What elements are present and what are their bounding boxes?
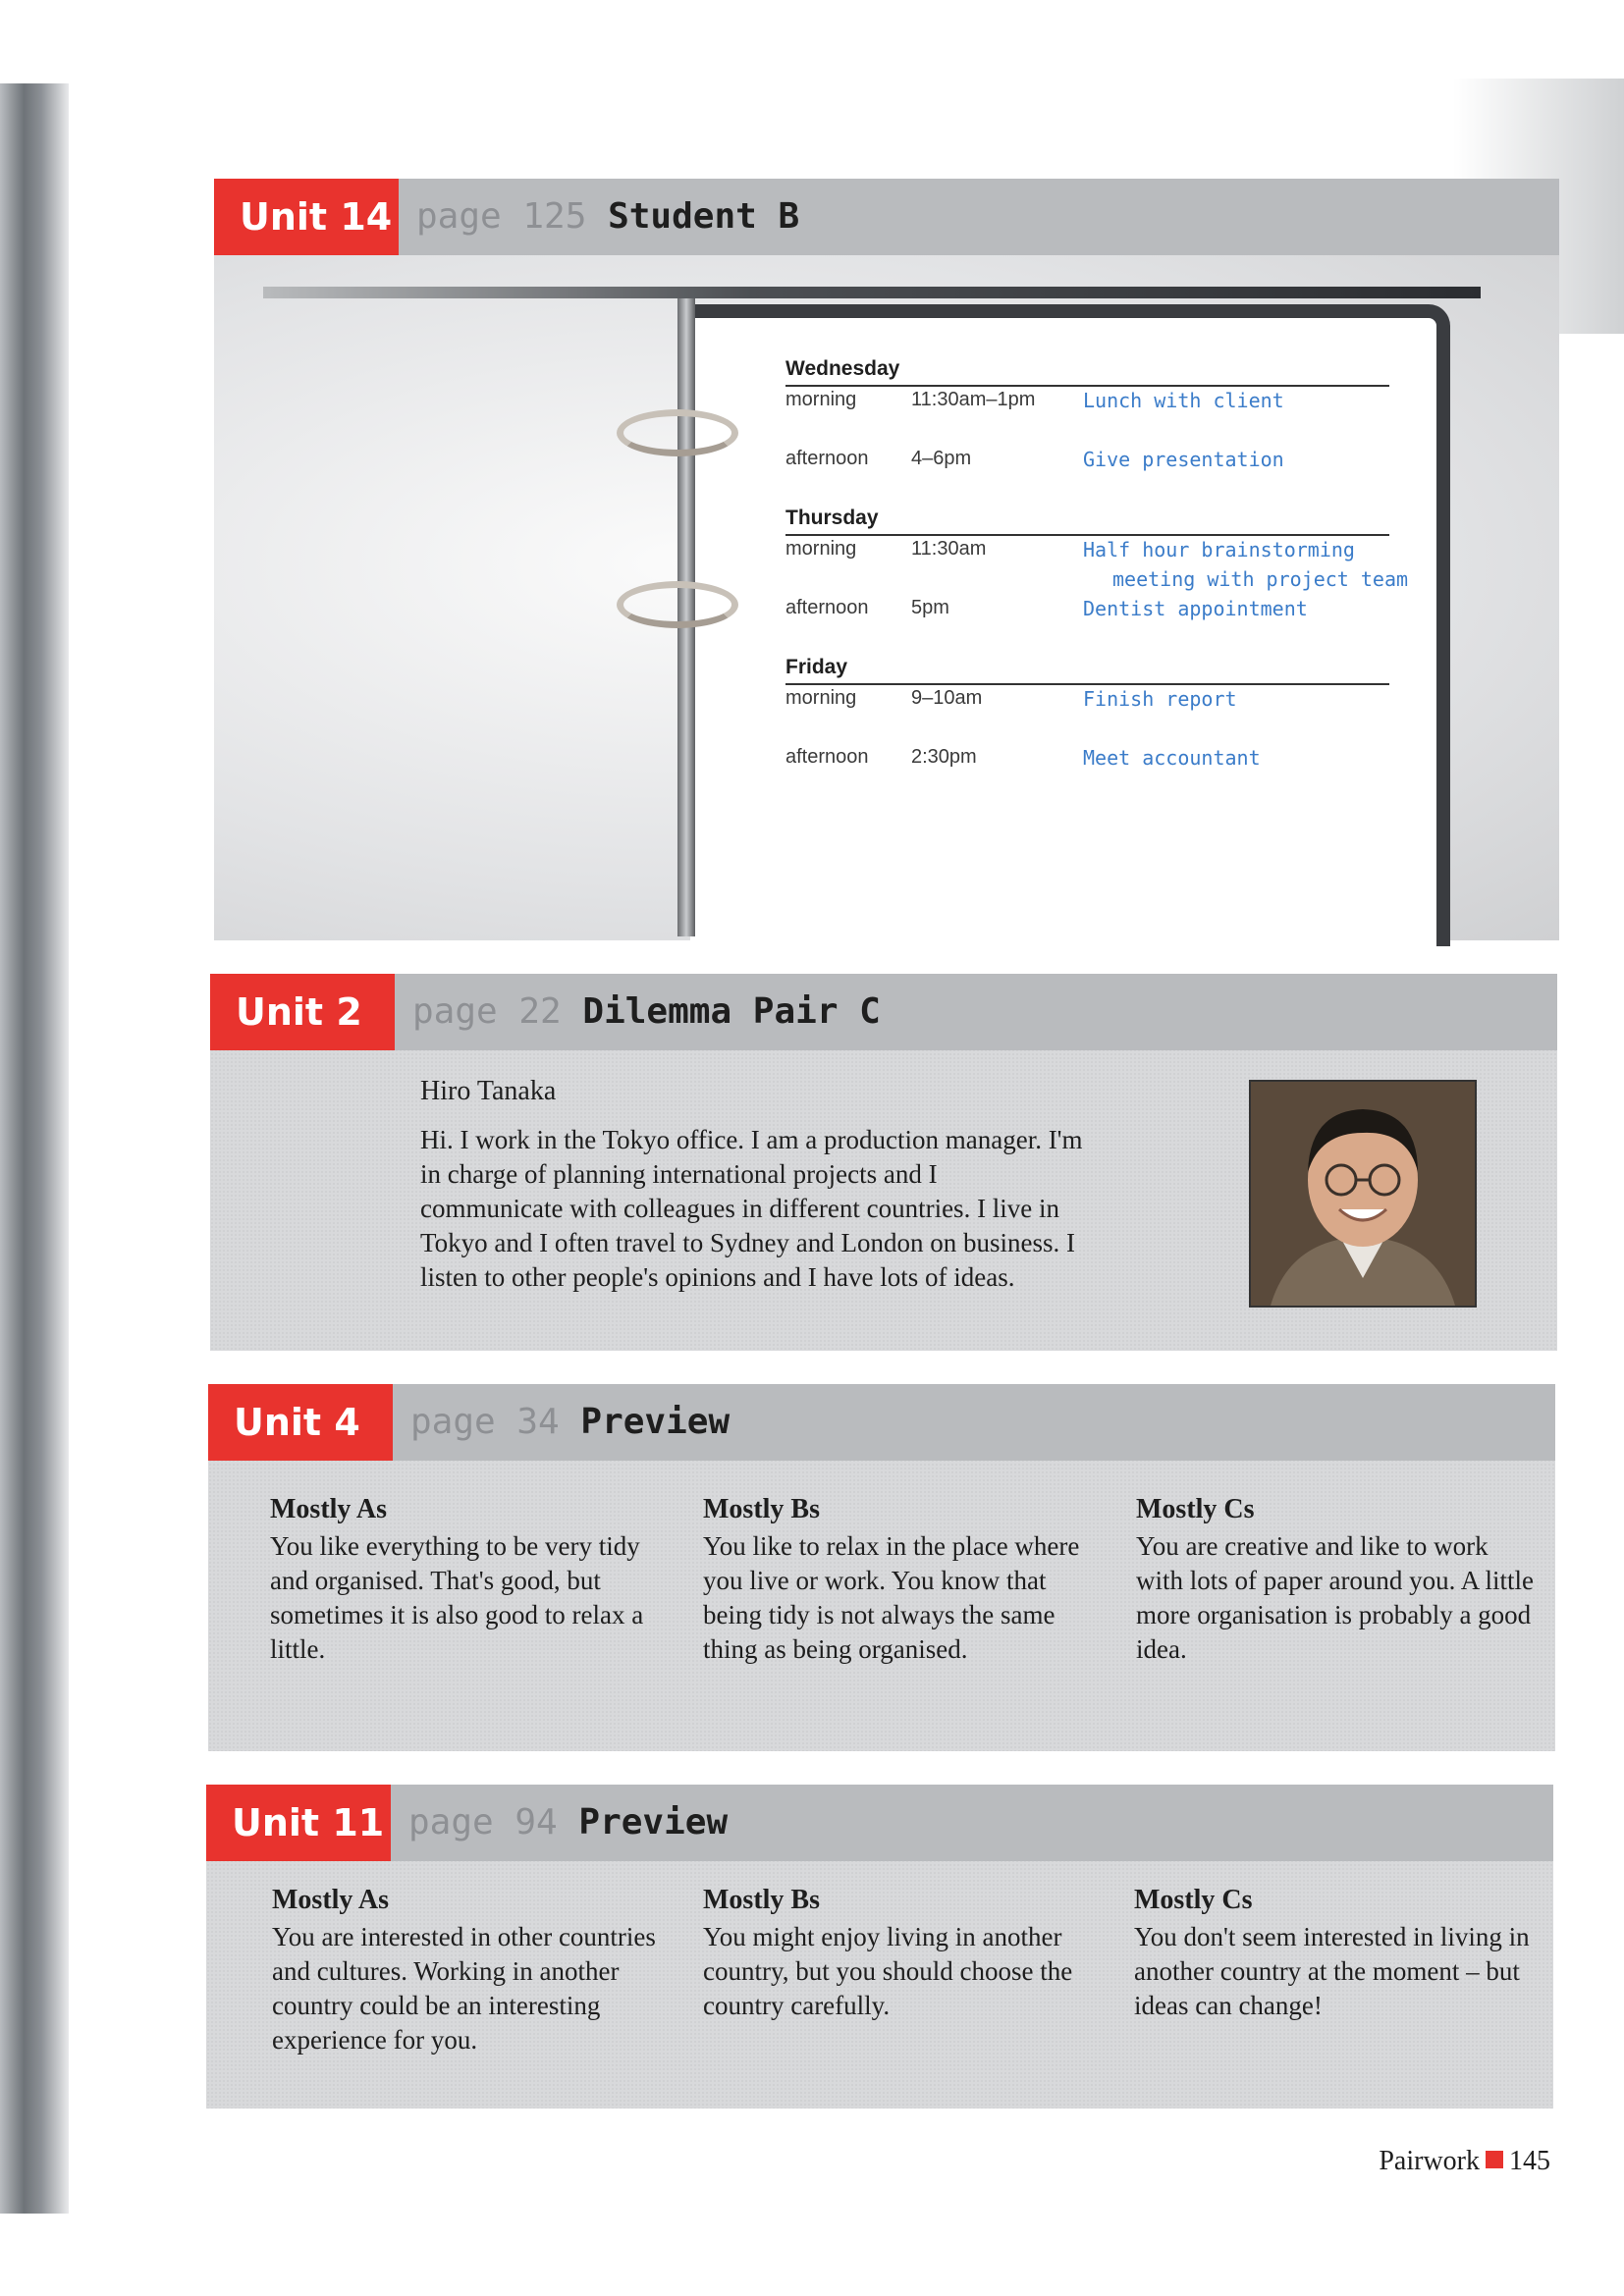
result-heading-c: Mostly Cs [1134,1885,1253,1915]
day-rule [785,534,1389,536]
description-line: in charge of planning international projects and I [420,1159,938,1189]
person-description [420,1123,1083,1295]
day-thursday: Thursday [785,507,879,529]
result-heading-c: Mostly Cs [1136,1494,1255,1524]
time: 5pm [911,597,949,618]
unit11-page-ref: page 94 [408,1802,558,1842]
description-line: listen to other people's opinions and I have lots of ideas. [420,1262,1015,1292]
result-text-a: You like everything to be very tidy and organised. That's good, but sometimes it is also good to relax a little. [270,1531,644,1664]
note: Finish report [1083,687,1237,711]
result-text-c: You don't seem interested in living in another country at the moment – but ideas can change! [1134,1922,1530,2020]
unit14-heading: Student B [608,196,800,237]
result-heading-a: Mostly As [272,1885,389,1915]
footer-label: Pairwork [1379,2146,1480,2176]
period: morning [785,389,857,410]
note: Dentist appointment [1083,597,1308,620]
note-continued: meeting with project team [1112,567,1409,591]
unit4-section [208,1384,1555,1751]
time: 11:30am–1pm [911,389,1036,410]
period: afternoon [785,746,869,768]
time: 4–6pm [911,448,972,469]
page-number: 145 [1509,2146,1550,2176]
time: 11:30am [911,538,987,560]
unit11-heading: Preview [578,1802,729,1842]
unit11-tab: Unit 11 [206,1785,391,1861]
diary-ring-bottom [617,581,738,628]
unit2-title [412,974,881,1050]
note: Half hour brainstorming [1083,538,1355,561]
result-heading-a: Mostly As [270,1494,387,1524]
day-wednesday: Wednesday [785,357,900,380]
person-name: Hiro Tanaka [420,1076,557,1106]
unit4-page-ref: page 34 [410,1402,560,1442]
result-text-a: You are interested in other countries and cultures. Working in another country could be an interesting experience for you. [272,1922,656,2055]
unit2-heading: Dilemma Pair C [582,991,881,1032]
description-line: Tokyo and I often travel to Sydney and London on business. I [420,1228,1075,1257]
unit11-title [408,1785,728,1861]
portrait-illustration [1251,1082,1475,1306]
unit4-heading: Preview [580,1402,731,1442]
footer-square-icon [1486,2151,1503,2168]
unit14-section [214,179,1559,940]
day-rule [785,385,1389,387]
diary-binder-edge [263,287,1481,298]
unit14-title [416,179,799,255]
result-heading-b: Mostly Bs [703,1885,820,1915]
portrait-photo [1249,1080,1477,1308]
unit2-page-ref: page 22 [412,991,562,1032]
description-line: Hi. I work in the Tokyo office. I am a production manager. I'm [420,1125,1083,1154]
unit4-title [410,1384,730,1461]
result-heading-b: Mostly Bs [703,1494,820,1524]
note: Meet accountant [1083,746,1261,770]
period: morning [785,538,857,560]
day-rule [785,683,1389,685]
description-line: communicate with colleagues in different countries. I live in [420,1194,1060,1223]
result-text-b: You like to relax in the place where you live or work. You know that being tidy is not always the same thing as being organised. [703,1531,1080,1664]
period: morning [785,687,857,709]
diary-ring-top [617,409,738,456]
book-spine-shadow [0,83,69,2214]
unit14-tab: Unit 14 [214,179,399,255]
unit2-tab: Unit 2 [210,974,395,1050]
result-text-c: You are creative and like to work with lots of paper around you. A little more organisation is probably a good idea. [1136,1531,1534,1664]
unit11-section [206,1785,1553,2109]
unit14-page-ref: page 125 [416,196,587,237]
page-footer [1379,2146,1550,2177]
note: Give presentation [1083,448,1284,471]
unit2-section [210,974,1557,1351]
day-friday: Friday [785,656,848,678]
period: afternoon [785,448,869,469]
unit4-tab: Unit 4 [208,1384,393,1461]
result-text-b: You might enjoy living in another country, but you should choose the country carefully. [703,1922,1073,2020]
note: Lunch with client [1083,389,1284,412]
period: afternoon [785,597,869,618]
time: 9–10am [911,687,983,709]
time: 2:30pm [911,746,977,768]
